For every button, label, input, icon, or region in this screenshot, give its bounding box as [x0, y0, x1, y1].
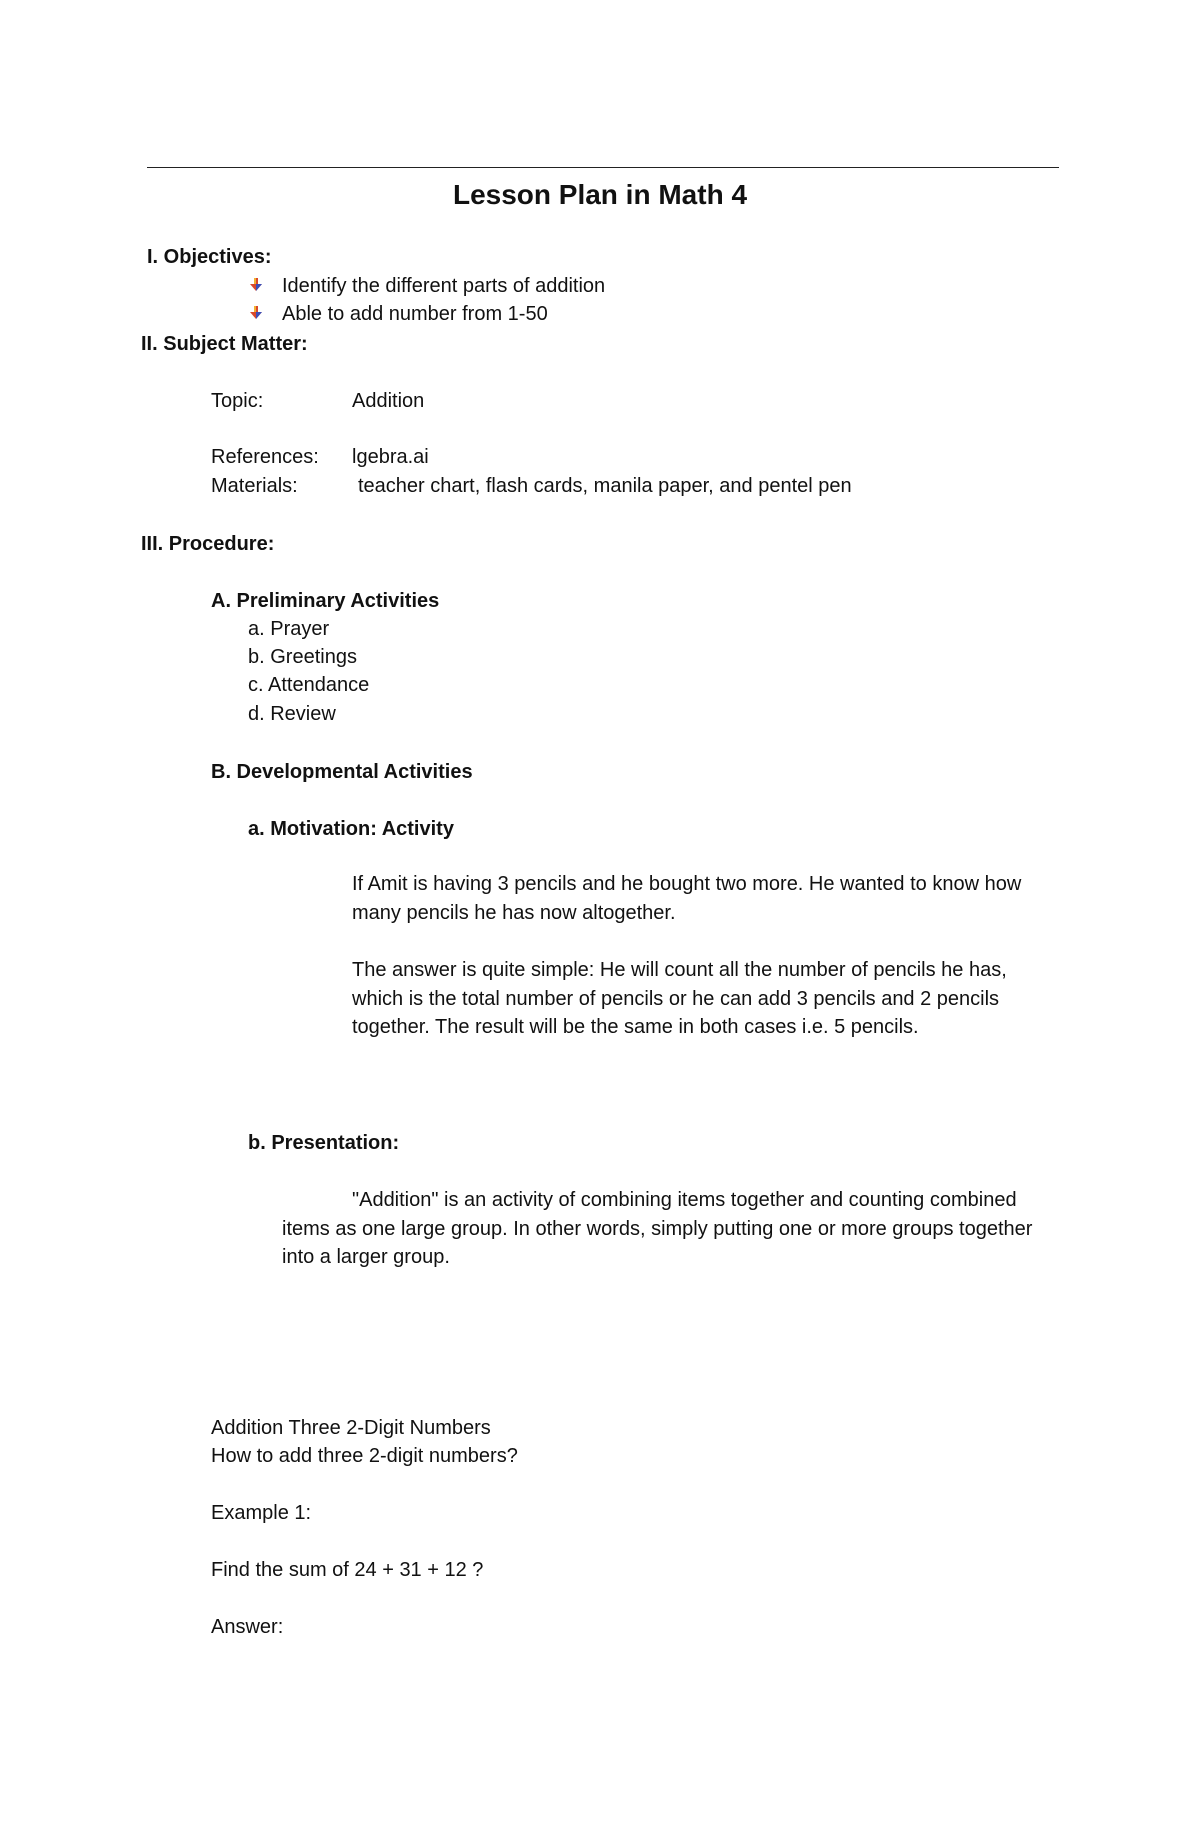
- objective-item: Able to add number from 1-50: [282, 303, 548, 325]
- materials-label: Materials:: [211, 475, 298, 497]
- preliminary-heading: A. Preliminary Activities: [211, 590, 440, 612]
- materials-value: teacher chart, flash cards, manila paper, and pentel pen: [358, 475, 852, 497]
- header-rule: [147, 167, 1059, 168]
- arrow-bullet-icon: [248, 277, 264, 293]
- developmental-heading: B. Developmental Activities: [211, 761, 473, 783]
- example-problem: Find the sum of 24 + 31 + 12 ?: [211, 1559, 484, 1581]
- subject-matter-heading: II. Subject Matter:: [141, 333, 308, 355]
- presentation-paragraph: "Addition" is an activity of combining items together and counting combined items as one large group. In other words, simply putting one or more groups together into a larger group.: [282, 1189, 1033, 1268]
- preliminary-item: b. Greetings: [248, 646, 357, 668]
- addition-section-title: Addition Three 2-Digit Numbers: [211, 1417, 491, 1439]
- references-value: lgebra.ai: [352, 446, 429, 468]
- topic-value: Addition: [352, 390, 425, 412]
- topic-label: Topic:: [211, 390, 264, 412]
- page-title: Lesson Plan in Math 4: [452, 179, 748, 210]
- procedure-heading: III. Procedure:: [141, 533, 275, 555]
- addition-question: How to add three 2-digit numbers?: [211, 1445, 518, 1467]
- presentation-heading: b. Presentation:: [248, 1132, 400, 1154]
- preliminary-item: d. Review: [248, 703, 336, 725]
- example-label: Example 1:: [211, 1502, 312, 1524]
- preliminary-item: a. Prayer: [248, 618, 330, 640]
- motivation-paragraph: The answer is quite simple: He will count all the number of pencils he has, which is the total number of pencils or he can add 3 pencils and 2 pencils together. The result will be the same in both cases i.e. 5 pencils.: [352, 959, 1007, 1038]
- motivation-heading: a. Motivation: Activity: [248, 818, 454, 840]
- objectives-heading: I. Objectives:: [147, 246, 272, 268]
- answer-label: Answer:: [211, 1616, 284, 1638]
- references-label: References:: [211, 446, 319, 468]
- objective-item: Identify the different parts of addition: [282, 275, 606, 297]
- preliminary-item: c. Attendance: [248, 674, 370, 696]
- motivation-paragraph: If Amit is having 3 pencils and he bought two more. He wanted to know how many pencils he has now altogether.: [352, 873, 1022, 924]
- arrow-bullet-icon: [248, 305, 264, 321]
